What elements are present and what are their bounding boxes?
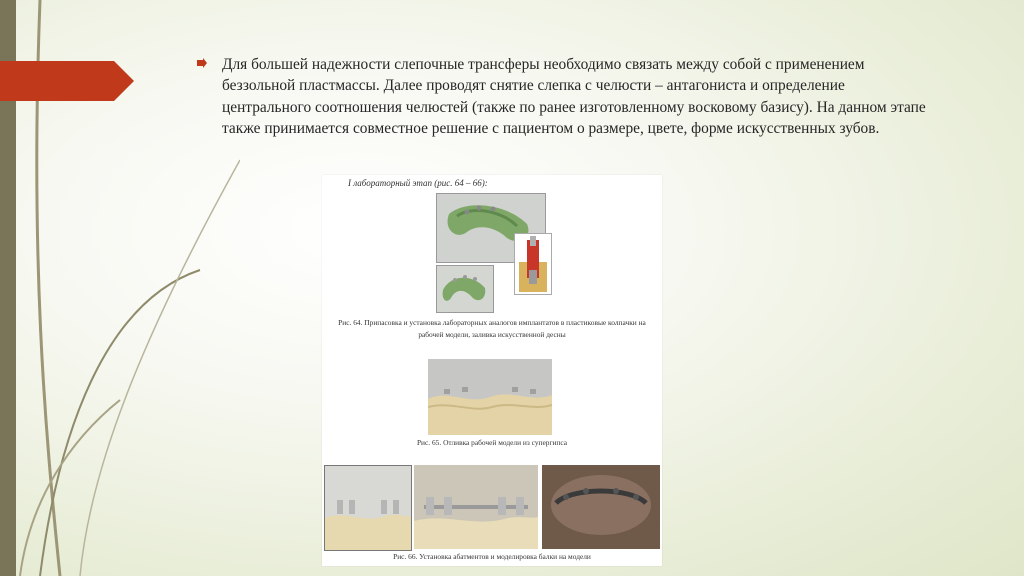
- plaster-model-photo: [428, 359, 552, 435]
- abutments-photo: [324, 465, 412, 551]
- figure-page: [322, 175, 662, 566]
- analog-diagram: [514, 233, 552, 295]
- bar-in-mouth-photo: [542, 465, 660, 549]
- lab-stage-heading: I лабораторный этап (рис. 64 – 66):: [348, 178, 488, 188]
- bar-on-model-photo: [414, 465, 538, 549]
- caption-fig-66: Рис. 66. Установка абатментов и моделировка балки на модели: [393, 552, 591, 561]
- bullet-paragraph: [196, 54, 936, 140]
- caption-fig-65: Рис. 65. Отливка рабочей модели из супергипса: [416, 438, 568, 447]
- caption-fig-64: Рис. 64. Припасовка и установка лабораторных аналогов имплантатов в пластиковые колпачки на рабочей модели, заливка искусственной десны: [338, 318, 646, 339]
- red-arrow-banner: [0, 61, 134, 101]
- body-text: Для большей надежности слепочные трансферы необходимо связать между собой с применением беззольной пластмассы. Далее проводят снятие слепка с челюсти – антагониста и определение центрального соотношения челюстей (также по ранее изготовленному восковому базису). На данном этапе также принимается совместное решение с пациентом о размере, цвете, форме искусственных зубов.: [222, 56, 926, 138]
- bullet-arrow-icon: [196, 54, 222, 140]
- tray-analogs-photo: [436, 265, 494, 313]
